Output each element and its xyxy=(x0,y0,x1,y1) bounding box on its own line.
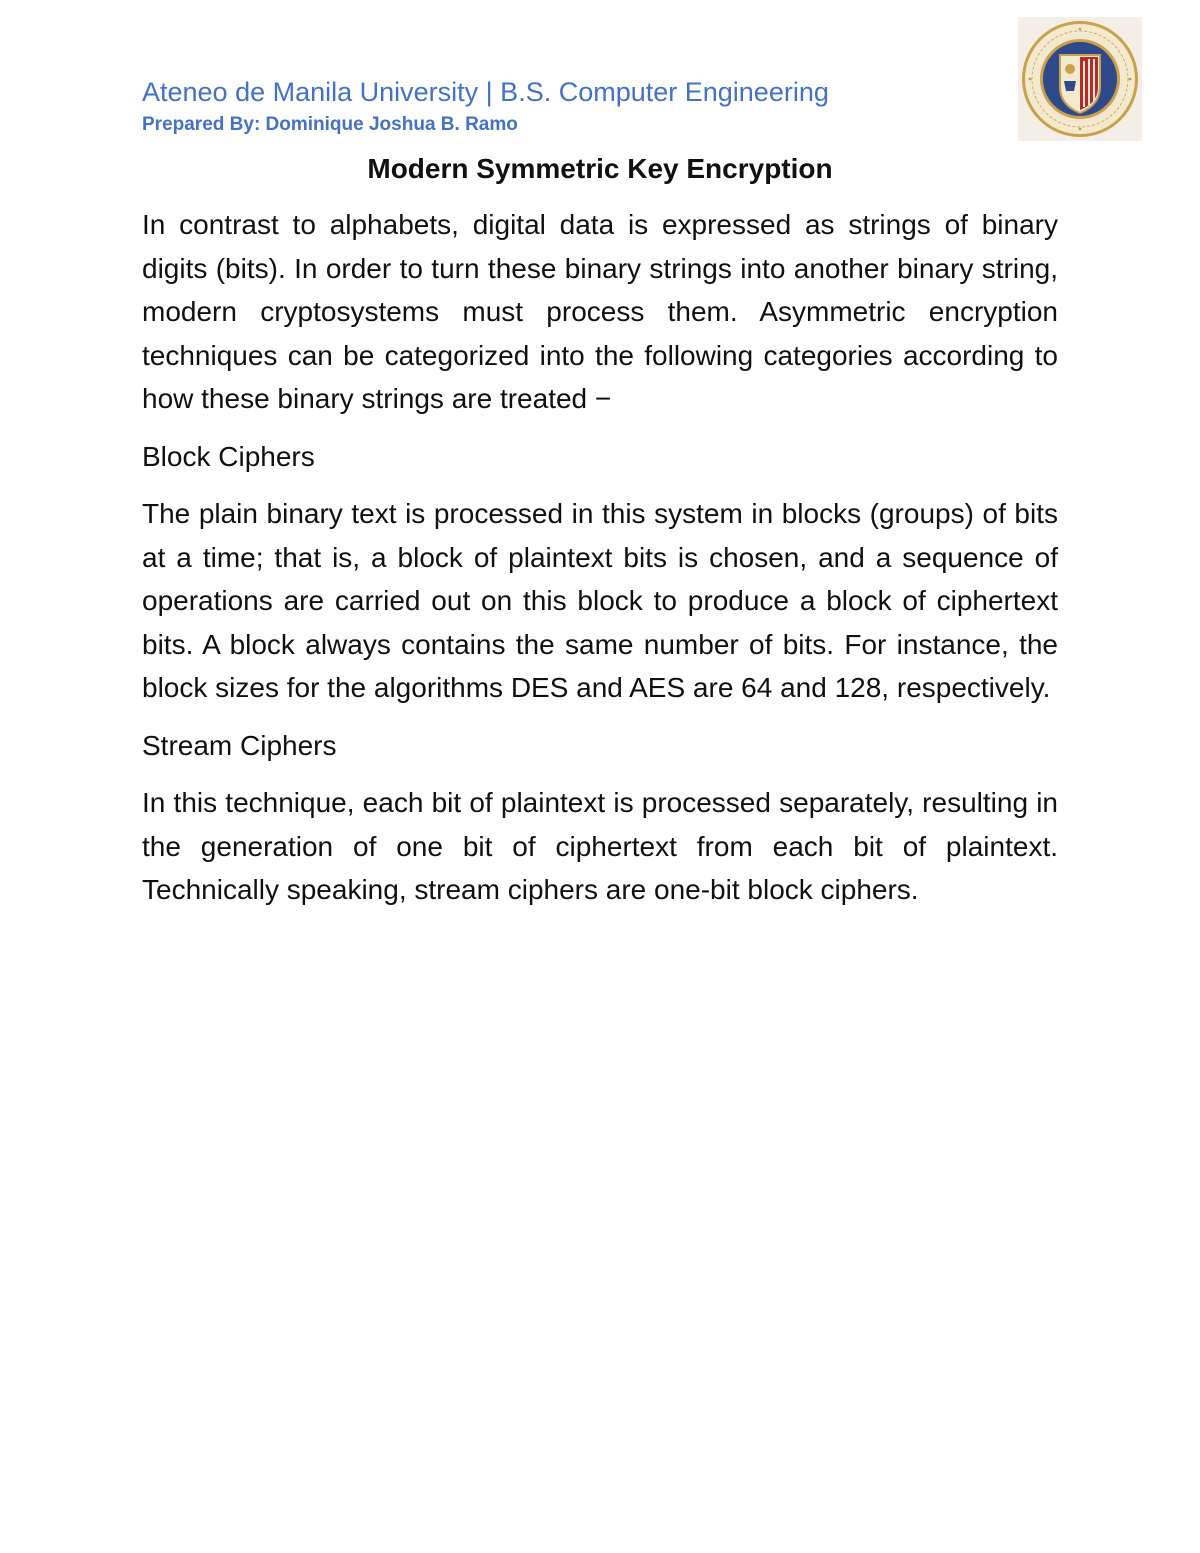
intro-paragraph: In contrast to alphabets, digital data is expressed as strings of binary digits (bits). In order to turn these binary strings into another binary string, modern cryptosystems must process them. Asymmetric encryption techniques can be categorized into the following categories according to how these binary strings are treated − xyxy=(142,209,1058,414)
university-seal-icon xyxy=(1018,17,1142,141)
document-title: Modern Symmetric Key Encryption xyxy=(367,153,833,184)
section-text-block-ciphers: The plain binary text is processed in this system in blocks (groups) of bits at a time; that is, a block of plaintext bits is chosen, and a sequence of operations are carried out on this block to produce a block of ciphertext bits. A block always contains the same number of bits. For instance, the block sizes for the algorithms DES and AES are 64 and 128, respectively. xyxy=(142,498,1058,703)
section-text-stream-ciphers: In this technique, each bit of plaintext is processed separately, resulting in the generation of one bit of ciphertext from each bit of plaintext. Technically speaking, stream ciphers are one-bit block ciphers. xyxy=(142,787,1058,905)
document-body xyxy=(142,203,1058,926)
section-heading-stream-ciphers: Stream Ciphers xyxy=(142,729,337,761)
page-header xyxy=(142,74,1002,138)
section-heading-block-ciphers: Block Ciphers xyxy=(142,440,315,472)
header-subtitle: Prepared By: Dominique Joshua B. Ramo xyxy=(142,114,518,135)
header-title: Ateneo de Manila University | B.S. Computer Engineering xyxy=(142,77,829,107)
